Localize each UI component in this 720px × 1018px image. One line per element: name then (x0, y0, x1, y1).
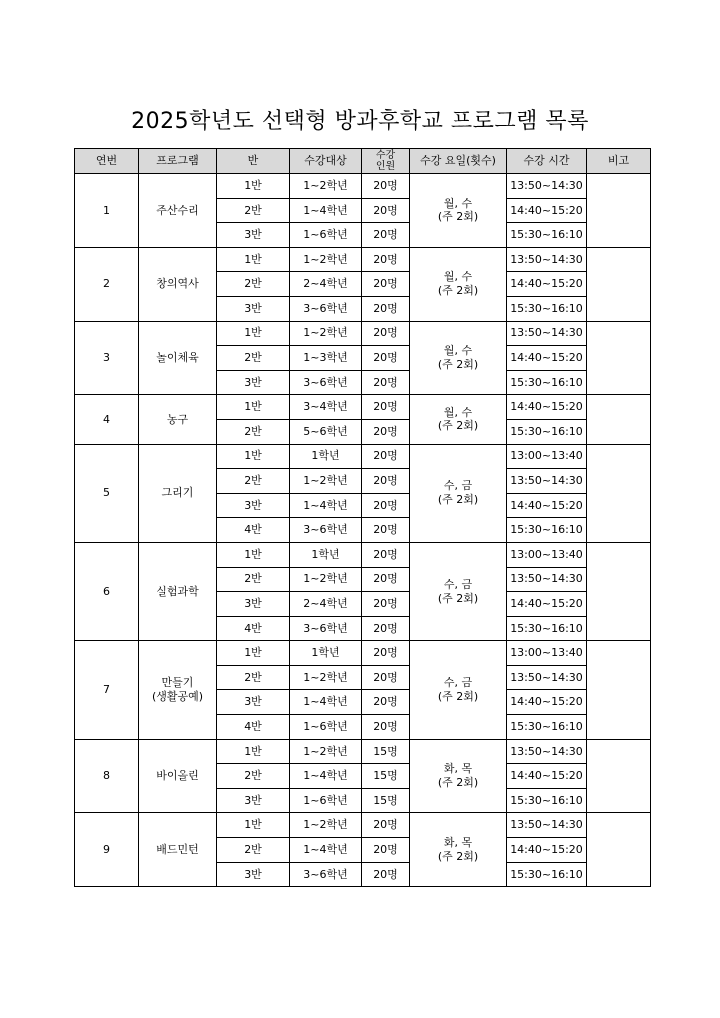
capacity-cell: 20명 (362, 321, 410, 346)
time-cell: 15:30~16:10 (507, 419, 587, 444)
capacity-cell: 15명 (362, 739, 410, 764)
time-cell: 13:50~14:30 (507, 321, 587, 346)
target-cell: 1학년 (290, 641, 362, 666)
target-cell: 1~2학년 (290, 665, 362, 690)
capacity-cell: 20명 (362, 395, 410, 420)
program-name-line: 바이올린 (156, 769, 199, 783)
time-cell: 15:30~16:10 (507, 370, 587, 395)
time-cell: 15:30~16:10 (507, 715, 587, 740)
target-cell: 1~2학년 (290, 247, 362, 272)
capacity-cell: 20명 (362, 567, 410, 592)
target-cell: 1~2학년 (290, 469, 362, 494)
frequency-text: (주 2회) (437, 849, 479, 863)
program-name-line: 배드민턴 (156, 842, 199, 856)
days-cell (410, 641, 507, 739)
class-cell: 2반 (217, 469, 290, 494)
frequency-text: (주 2회) (437, 419, 479, 433)
class-cell: 1반 (217, 444, 290, 469)
days-cell (410, 739, 507, 813)
days-cell (410, 444, 507, 542)
class-cell: 1반 (217, 321, 290, 346)
class-cell: 3반 (217, 370, 290, 395)
class-cell: 1반 (217, 641, 290, 666)
target-cell: 1학년 (290, 444, 362, 469)
class-cell: 1반 (217, 174, 290, 199)
target-cell: 1~4학년 (290, 198, 362, 223)
time-cell: 14:40~15:20 (507, 346, 587, 371)
time-cell: 15:30~16:10 (507, 296, 587, 321)
time-cell: 14:40~15:20 (507, 690, 587, 715)
program-name-line: 농구 (166, 412, 189, 426)
capacity-cell: 20명 (362, 715, 410, 740)
target-cell: 3~6학년 (290, 616, 362, 641)
target-cell: 3~4학년 (290, 395, 362, 420)
table-row (75, 739, 651, 764)
days-text: 월, 수 (443, 344, 473, 358)
program-no-cell: 6 (75, 542, 139, 640)
days-text: 월, 수 (443, 405, 473, 419)
program-name-cell (139, 641, 217, 739)
class-cell: 4반 (217, 518, 290, 543)
capacity-cell: 20명 (362, 838, 410, 863)
days-text: 화, 목 (443, 762, 473, 776)
class-cell: 1반 (217, 739, 290, 764)
program-name-line: (생활공예) (151, 689, 204, 703)
time-cell: 14:40~15:20 (507, 272, 587, 297)
note-cell (587, 247, 651, 321)
class-cell: 2반 (217, 346, 290, 371)
class-cell: 3반 (217, 592, 290, 617)
program-no-cell: 9 (75, 813, 139, 887)
program-table (74, 148, 651, 887)
note-cell (587, 174, 651, 248)
program-no-cell: 3 (75, 321, 139, 395)
program-name-cell (139, 739, 217, 813)
capacity-cell: 20명 (362, 370, 410, 395)
table-row (75, 813, 651, 838)
target-cell: 1~4학년 (290, 838, 362, 863)
class-cell: 4반 (217, 715, 290, 740)
days-cell (410, 174, 507, 248)
class-cell: 4반 (217, 616, 290, 641)
class-cell: 1반 (217, 542, 290, 567)
program-name-line: 주산수리 (156, 203, 199, 217)
target-cell: 3~6학년 (290, 518, 362, 543)
frequency-text: (주 2회) (437, 493, 479, 507)
time-cell: 14:40~15:20 (507, 838, 587, 863)
class-cell: 3반 (217, 690, 290, 715)
header-capacity-line1: 수강 (375, 150, 396, 161)
class-cell: 2반 (217, 567, 290, 592)
capacity-cell: 20명 (362, 616, 410, 641)
frequency-text: (주 2회) (437, 357, 479, 371)
time-cell: 14:40~15:20 (507, 198, 587, 223)
class-cell: 3반 (217, 223, 290, 248)
target-cell: 1~6학년 (290, 715, 362, 740)
capacity-cell: 20명 (362, 223, 410, 248)
capacity-cell: 15명 (362, 764, 410, 789)
table-row (75, 321, 651, 346)
program-no-cell: 5 (75, 444, 139, 542)
capacity-cell: 20명 (362, 592, 410, 617)
target-cell: 1~4학년 (290, 493, 362, 518)
note-cell (587, 444, 651, 542)
time-cell: 13:50~14:30 (507, 665, 587, 690)
note-cell (587, 542, 651, 640)
class-cell: 1반 (217, 395, 290, 420)
time-cell: 13:50~14:30 (507, 469, 587, 494)
target-cell: 3~6학년 (290, 296, 362, 321)
program-name-cell (139, 395, 217, 444)
time-cell: 14:40~15:20 (507, 592, 587, 617)
days-cell (410, 321, 507, 395)
target-cell: 1~4학년 (290, 764, 362, 789)
capacity-cell: 20명 (362, 641, 410, 666)
class-cell: 1반 (217, 813, 290, 838)
table-row (75, 395, 651, 420)
time-cell: 14:40~15:20 (507, 764, 587, 789)
header-program: 프로그램 (139, 149, 217, 174)
capacity-cell: 20명 (362, 542, 410, 567)
time-cell: 14:40~15:20 (507, 493, 587, 518)
time-cell: 13:50~14:30 (507, 813, 587, 838)
target-cell: 5~6학년 (290, 419, 362, 444)
capacity-cell: 20명 (362, 469, 410, 494)
time-cell: 15:30~16:10 (507, 616, 587, 641)
program-no-cell: 4 (75, 395, 139, 444)
header-note: 비고 (587, 149, 651, 174)
capacity-cell: 20명 (362, 296, 410, 321)
time-cell: 15:30~16:10 (507, 862, 587, 887)
header-capacity (362, 149, 410, 174)
table-row (75, 444, 651, 469)
target-cell: 1~6학년 (290, 223, 362, 248)
time-cell: 13:50~14:30 (507, 247, 587, 272)
days-cell (410, 813, 507, 887)
capacity-cell: 20명 (362, 247, 410, 272)
note-cell (587, 739, 651, 813)
time-cell: 13:00~13:40 (507, 641, 587, 666)
frequency-text: (주 2회) (437, 591, 479, 605)
table-body (75, 174, 651, 887)
capacity-cell: 20명 (362, 862, 410, 887)
target-cell: 1학년 (290, 542, 362, 567)
header-time: 수강 시간 (507, 149, 587, 174)
target-cell: 2~4학년 (290, 272, 362, 297)
header-no: 연번 (75, 149, 139, 174)
program-no-cell: 7 (75, 641, 139, 739)
time-cell: 14:40~15:20 (507, 395, 587, 420)
capacity-cell: 20명 (362, 493, 410, 518)
note-cell (587, 813, 651, 887)
header-days: 수강 요일(횟수) (410, 149, 507, 174)
program-name-line: 만들기 (161, 676, 194, 690)
time-cell: 13:50~14:30 (507, 174, 587, 199)
class-cell: 2반 (217, 198, 290, 223)
program-no-cell: 8 (75, 739, 139, 813)
days-text: 수, 금 (443, 479, 473, 493)
frequency-text: (주 2회) (437, 689, 479, 703)
frequency-text: (주 2회) (437, 284, 479, 298)
capacity-cell: 20명 (362, 813, 410, 838)
program-name-cell (139, 247, 217, 321)
program-name-cell (139, 321, 217, 395)
table-row (75, 174, 651, 199)
capacity-cell: 20명 (362, 690, 410, 715)
table-row (75, 247, 651, 272)
class-cell: 3반 (217, 788, 290, 813)
program-name-cell (139, 444, 217, 542)
days-text: 월, 수 (443, 196, 473, 210)
target-cell: 1~2학년 (290, 321, 362, 346)
time-cell: 15:30~16:10 (507, 788, 587, 813)
time-cell: 15:30~16:10 (507, 223, 587, 248)
frequency-text: (주 2회) (437, 776, 479, 790)
header-target: 수강대상 (290, 149, 362, 174)
time-cell: 13:00~13:40 (507, 542, 587, 567)
time-cell: 15:30~16:10 (507, 518, 587, 543)
time-cell: 13:50~14:30 (507, 567, 587, 592)
capacity-cell: 20명 (362, 174, 410, 199)
days-cell (410, 542, 507, 640)
class-cell: 3반 (217, 296, 290, 321)
program-no-cell: 1 (75, 174, 139, 248)
days-text: 월, 수 (443, 270, 473, 284)
class-cell: 2반 (217, 764, 290, 789)
header-capacity-line2: 인원 (375, 161, 396, 172)
target-cell: 1~2학년 (290, 567, 362, 592)
header-class: 반 (217, 149, 290, 174)
time-cell: 13:50~14:30 (507, 739, 587, 764)
note-cell (587, 321, 651, 395)
program-name-cell (139, 813, 217, 887)
days-cell (410, 395, 507, 444)
capacity-cell: 20명 (362, 198, 410, 223)
days-text: 화, 목 (443, 836, 473, 850)
target-cell: 3~6학년 (290, 370, 362, 395)
capacity-cell: 20명 (362, 665, 410, 690)
program-name-line: 놀이체육 (156, 351, 199, 365)
target-cell: 1~3학년 (290, 346, 362, 371)
class-cell: 2반 (217, 665, 290, 690)
class-cell: 2반 (217, 272, 290, 297)
class-cell: 1반 (217, 247, 290, 272)
days-cell (410, 247, 507, 321)
note-cell (587, 641, 651, 739)
class-cell: 2반 (217, 838, 290, 863)
capacity-cell: 20명 (362, 419, 410, 444)
class-cell: 3반 (217, 493, 290, 518)
target-cell: 1~6학년 (290, 788, 362, 813)
program-no-cell: 2 (75, 247, 139, 321)
class-cell: 3반 (217, 862, 290, 887)
program-name-line: 창의역사 (156, 277, 199, 291)
time-cell: 13:00~13:40 (507, 444, 587, 469)
page-title: 2025학년도 선택형 방과후학교 프로그램 목록 (131, 109, 589, 134)
program-name-cell (139, 542, 217, 640)
class-cell: 2반 (217, 419, 290, 444)
capacity-cell: 20명 (362, 444, 410, 469)
target-cell: 1~2학년 (290, 739, 362, 764)
note-cell (587, 395, 651, 444)
capacity-cell: 15명 (362, 788, 410, 813)
table-row (75, 641, 651, 666)
frequency-text: (주 2회) (437, 210, 479, 224)
target-cell: 1~2학년 (290, 174, 362, 199)
days-text: 수, 금 (443, 676, 473, 690)
capacity-cell: 20명 (362, 272, 410, 297)
capacity-cell: 20명 (362, 518, 410, 543)
table-row (75, 542, 651, 567)
capacity-cell: 20명 (362, 346, 410, 371)
program-name-cell (139, 174, 217, 248)
program-name-line: 실험과학 (156, 584, 199, 598)
table-header-row (75, 149, 651, 174)
program-name-line: 그리기 (161, 486, 194, 500)
days-text: 수, 금 (443, 577, 473, 591)
target-cell: 2~4학년 (290, 592, 362, 617)
target-cell: 1~2학년 (290, 813, 362, 838)
target-cell: 1~4학년 (290, 690, 362, 715)
target-cell: 3~6학년 (290, 862, 362, 887)
